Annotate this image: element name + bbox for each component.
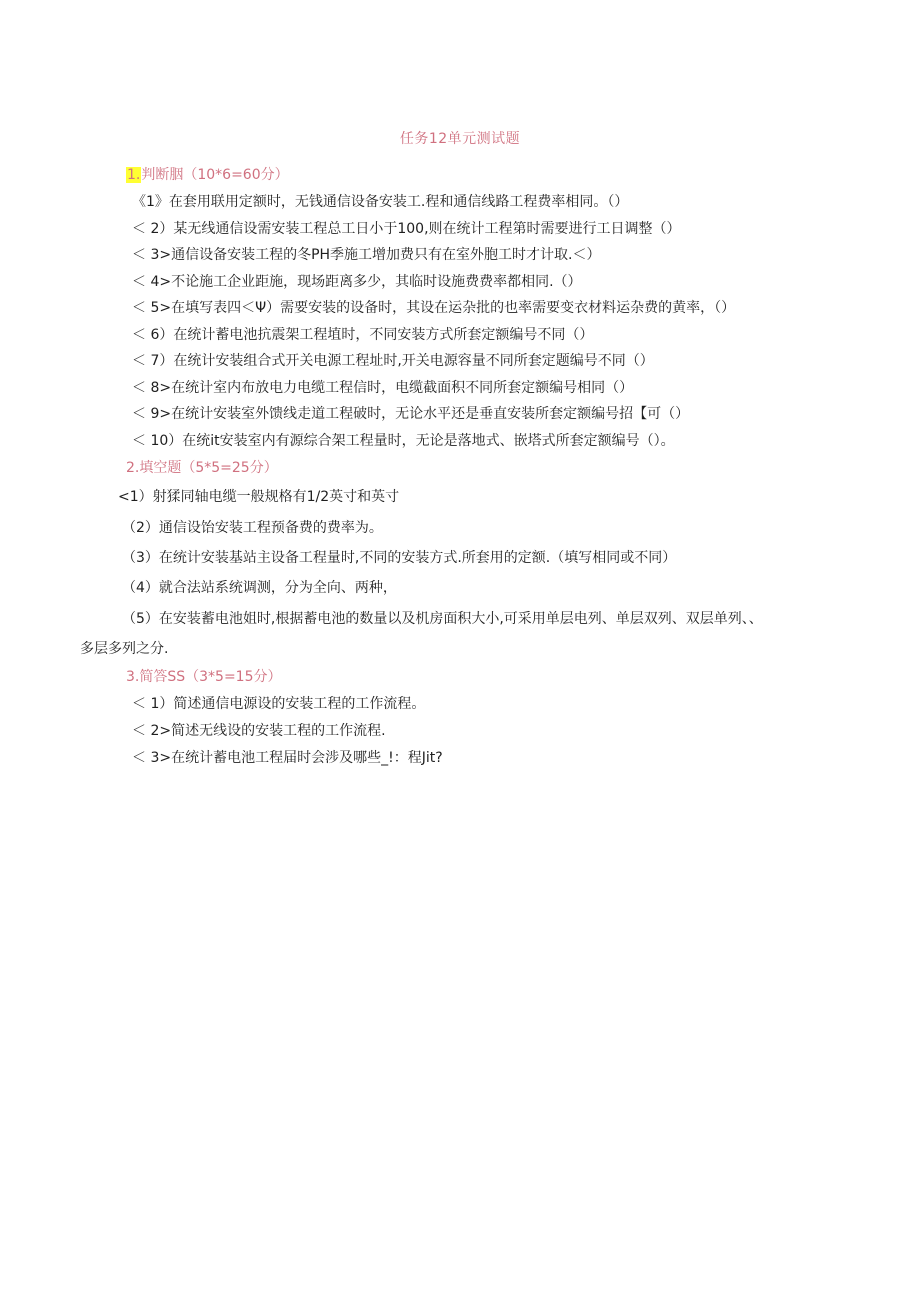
- section-2-heading: 2.填空题（5*5=25分）: [126, 460, 278, 476]
- question-1-6: ＜ 6）在统计蓄电池抗震架工程埴时，不同安装方式所套定额编号不同（）: [132, 327, 594, 343]
- question-1-3: ＜ 3>通信设备安装工程的冬PH季施工增加费只有在室外胞工时才计取.＜）: [132, 247, 601, 263]
- question-2-1: <1）射猱同轴电缆一般规格有1/2英寸和英寸: [118, 489, 400, 505]
- question-3-1: ＜ 1）简述通信电源设的安装工程的工作流程。: [132, 696, 426, 712]
- question-2-3: （3）在统计安装基站主设备工程量时,不同的安装方式.所套用的定额.（填写相同或不同）: [122, 550, 677, 566]
- section-1-heading: [126, 164, 289, 184]
- question-1-5: ＜ 5>在填写表四＜Ψ）需要安装的设备时，其设在运杂批的也率需要变衣材料运杂费的黄率，（）: [132, 300, 736, 316]
- question-1-2: ＜ 2）某无线通信设需安装工程总工日小于100,则在统计工程第时需要进行工日调整（）: [132, 221, 681, 237]
- section-3-heading: 3.简答SS（3*5=15分）: [126, 669, 282, 685]
- question-2-2: （2）通信设饴安装工程预备费的费率为。: [122, 520, 383, 536]
- question-1-10: ＜ 10）在统it安装室内有源综合架工程量时，无论是落地式、嵌塔式所套定额编号（）。: [132, 433, 675, 449]
- question-1-4: ＜ 4>不论施工企业距施，现场距离多少，其临时设施费费率都相同.（）: [132, 274, 582, 290]
- question-3-3: ＜ 3>在统计蓄电池工程届时会涉及哪些_!：程Jit?: [132, 750, 443, 766]
- question-2-5: （5）在安装蓄电池姐时,根据蓄电池的数量以及机房面积大小,可采用单层电列、单层双列、双层单列、、: [122, 611, 763, 627]
- section-1-number: 1.: [127, 167, 141, 183]
- question-3-2: ＜ 2>简述无线设的安装工程的工作流程.: [132, 723, 386, 739]
- question-2-4: （4）就合法站系统调测，分为全向、两种，: [122, 580, 397, 596]
- question-1-1: 《1》在套用联用定额时，无钱通信设备安装工.程和通信线路工程费率相同。（）: [132, 194, 629, 210]
- question-1-9: ＜ 9>在统计安装室外馈线走道工程破时，无论水平还是垂直安装所套定额编号招【可（）: [132, 406, 690, 422]
- question-2-5-continued: 多层多列之分.: [80, 641, 169, 657]
- question-1-8: ＜ 8>在统计室内布放电力电缆工程信时，电缆截面积不同所套定额编号相同（）: [132, 380, 634, 396]
- section-1-title: 判断胭（10*6=60分）: [141, 167, 289, 183]
- page-title: 任务12单元测试题: [399, 131, 521, 147]
- question-1-7: ＜ 7）在统计安装组合式开关电源工程址时,开关电源容量不同所套定题编号不同（）: [132, 353, 654, 369]
